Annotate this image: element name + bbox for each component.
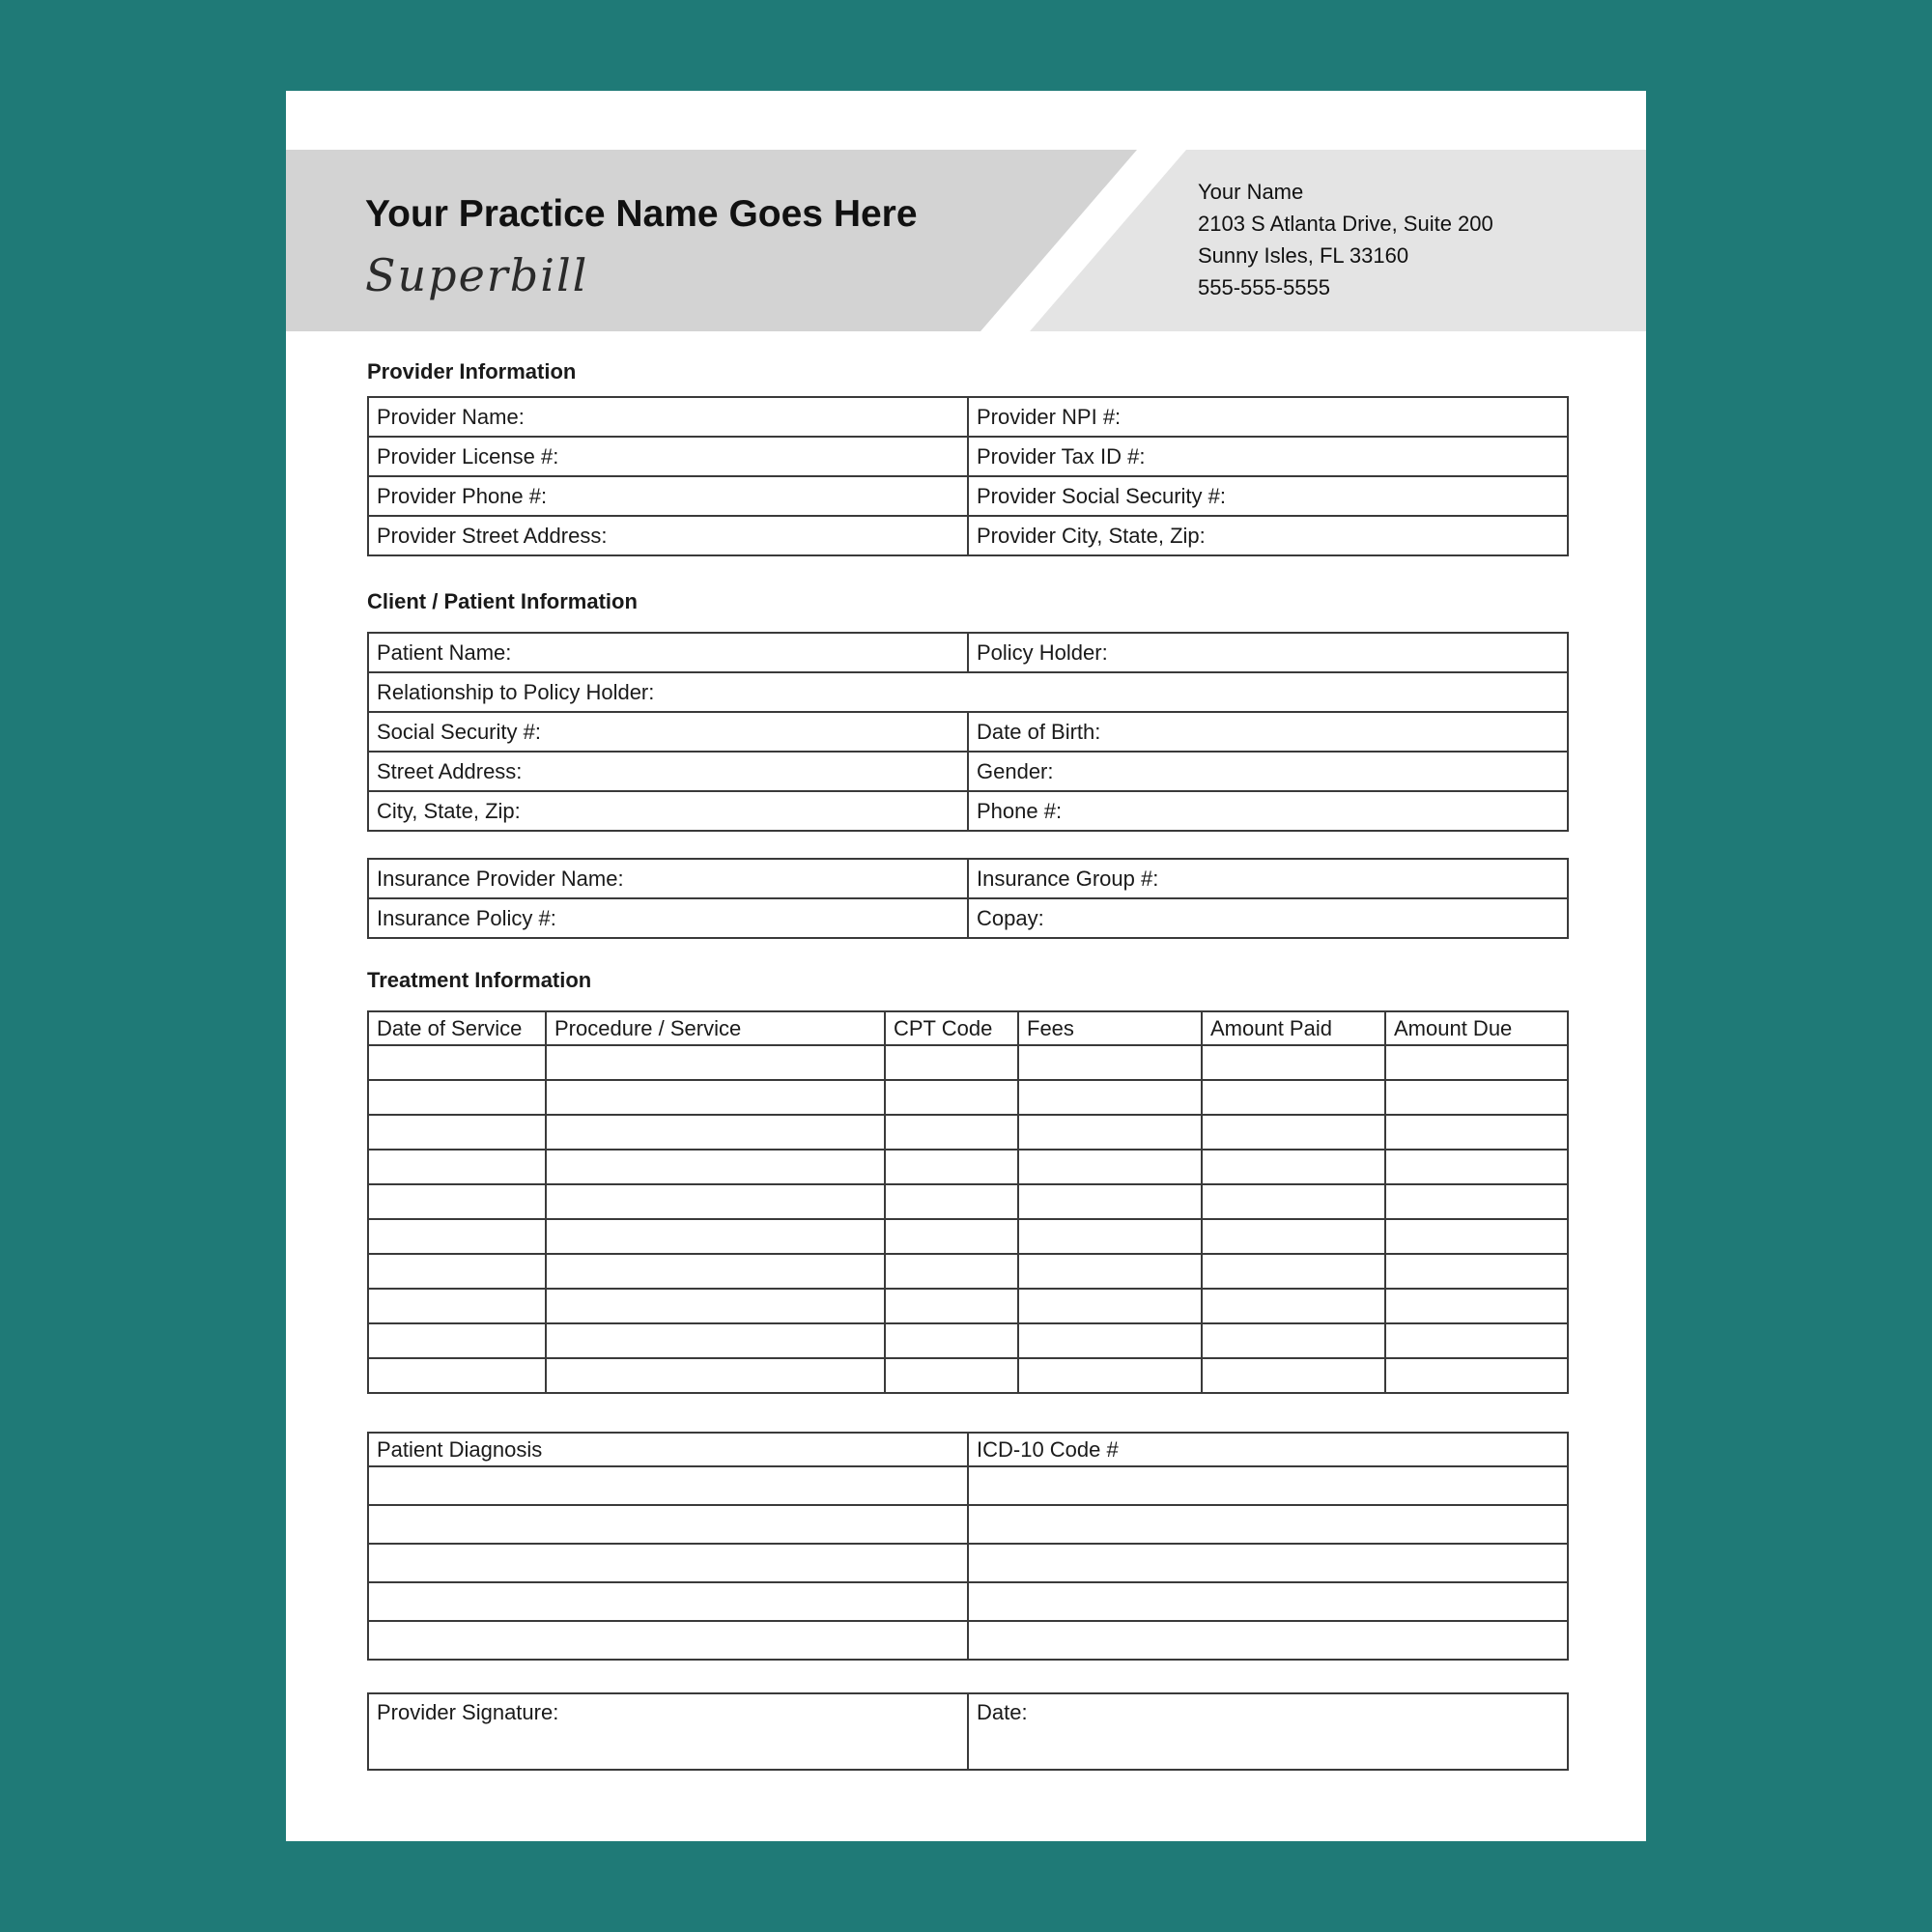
blank-entry-cell[interactable] — [546, 1254, 885, 1289]
blank-entry-cell[interactable] — [1385, 1080, 1568, 1115]
blank-entry-cell[interactable] — [885, 1289, 1018, 1323]
contact-phone: 555-555-5555 — [1198, 275, 1331, 299]
patient-section-title: Client / Patient Information — [367, 589, 638, 613]
blank-entry-cell[interactable] — [1385, 1184, 1568, 1219]
blank-entry-cell[interactable] — [1018, 1184, 1202, 1219]
patient-city-field[interactable]: City, State, Zip: — [368, 791, 968, 831]
insurance-policy-field[interactable]: Insurance Policy #: — [368, 898, 968, 938]
gender-field[interactable]: Gender: — [968, 752, 1568, 791]
blank-entry-cell[interactable] — [1385, 1219, 1568, 1254]
blank-entry-cell[interactable] — [1018, 1219, 1202, 1254]
blank-entry-cell[interactable] — [1385, 1150, 1568, 1184]
blank-entry-cell[interactable] — [1385, 1254, 1568, 1289]
blank-entry-cell[interactable] — [1202, 1254, 1385, 1289]
blank-entry-cell[interactable] — [885, 1045, 1018, 1080]
copay-field[interactable]: Copay: — [968, 898, 1568, 938]
relationship-field[interactable]: Relationship to Policy Holder: — [368, 672, 1568, 712]
blank-entry-cell[interactable] — [368, 1254, 546, 1289]
blank-entry-cell[interactable] — [368, 1621, 968, 1660]
blank-entry-cell[interactable] — [1385, 1045, 1568, 1080]
blank-entry-cell[interactable] — [1202, 1358, 1385, 1393]
insurance-provider-field[interactable]: Insurance Provider Name: — [368, 859, 968, 898]
provider-signature-field[interactable]: Provider Signature: — [368, 1693, 968, 1770]
blank-entry-cell[interactable] — [368, 1544, 968, 1582]
table-row — [368, 1045, 1568, 1080]
col-procedure-service: Procedure / Service — [546, 1011, 885, 1045]
contact-block — [1198, 176, 1493, 303]
table-row — [368, 1323, 1568, 1358]
provider-section-title: Provider Information — [367, 359, 577, 384]
blank-entry-cell[interactable] — [1018, 1045, 1202, 1080]
blank-entry-cell[interactable] — [368, 1080, 546, 1115]
table-row — [368, 1544, 1568, 1582]
blank-entry-cell[interactable] — [968, 1582, 1568, 1621]
blank-entry-cell[interactable] — [1202, 1115, 1385, 1150]
blank-entry-cell[interactable] — [885, 1219, 1018, 1254]
policy-holder-field[interactable]: Policy Holder: — [968, 633, 1568, 672]
col-icd10-code: ICD-10 Code # — [968, 1433, 1568, 1466]
table-row — [368, 752, 1568, 791]
table-row — [368, 1219, 1568, 1254]
blank-entry-cell[interactable] — [1018, 1254, 1202, 1289]
provider-name-field[interactable]: Provider Name: — [368, 397, 968, 437]
col-amount-due: Amount Due — [1385, 1011, 1568, 1045]
blank-entry-cell[interactable] — [368, 1505, 968, 1544]
blank-entry-cell[interactable] — [1202, 1289, 1385, 1323]
blank-entry-cell[interactable] — [546, 1080, 885, 1115]
table-row — [368, 1115, 1568, 1150]
table-row — [368, 1621, 1568, 1660]
blank-entry-cell[interactable] — [1018, 1115, 1202, 1150]
contact-address-line1: 2103 S Atlanta Drive, Suite 200 — [1198, 212, 1493, 236]
table-row — [368, 672, 1568, 712]
table-row — [368, 712, 1568, 752]
blank-entry-cell[interactable] — [546, 1184, 885, 1219]
table-row — [368, 1289, 1568, 1323]
blank-entry-cell[interactable] — [546, 1323, 885, 1358]
table-row — [368, 1582, 1568, 1621]
blank-entry-cell[interactable] — [368, 1115, 546, 1150]
blank-entry-cell[interactable] — [368, 1582, 968, 1621]
blank-entry-cell[interactable] — [1202, 1219, 1385, 1254]
treatment-table — [367, 1010, 1569, 1394]
insurance-info-table — [367, 858, 1569, 939]
diagnosis-rows — [368, 1466, 1568, 1660]
blank-entry-cell[interactable] — [968, 1621, 1568, 1660]
blank-entry-cell[interactable] — [1202, 1184, 1385, 1219]
blank-entry-cell[interactable] — [885, 1150, 1018, 1184]
col-patient-diagnosis: Patient Diagnosis — [368, 1433, 968, 1466]
contact-name: Your Name — [1198, 180, 1304, 204]
blank-entry-cell[interactable] — [1385, 1115, 1568, 1150]
blank-entry-cell[interactable] — [885, 1184, 1018, 1219]
provider-tax-id-field[interactable]: Provider Tax ID #: — [968, 437, 1568, 476]
table-row — [368, 1150, 1568, 1184]
blank-entry-cell[interactable] — [885, 1358, 1018, 1393]
blank-entry-cell[interactable] — [1202, 1150, 1385, 1184]
table-row — [368, 791, 1568, 831]
table-row — [368, 1254, 1568, 1289]
treatment-section-title: Treatment Information — [367, 968, 592, 992]
col-amount-paid: Amount Paid — [1202, 1011, 1385, 1045]
blank-entry-cell[interactable] — [546, 1358, 885, 1393]
col-cpt-code: CPT Code — [885, 1011, 1018, 1045]
practice-name: Your Practice Name Goes Here — [365, 193, 918, 235]
blank-entry-cell[interactable] — [885, 1080, 1018, 1115]
patient-ssn-field[interactable]: Social Security #: — [368, 712, 968, 752]
date-of-birth-field[interactable]: Date of Birth: — [968, 712, 1568, 752]
table-row — [368, 397, 1568, 437]
table-row — [368, 1358, 1568, 1393]
contact-address-line2: Sunny Isles, FL 33160 — [1198, 243, 1409, 268]
blank-entry-cell[interactable] — [885, 1115, 1018, 1150]
provider-license-field[interactable]: Provider License #: — [368, 437, 968, 476]
col-date-of-service: Date of Service — [368, 1011, 546, 1045]
blank-entry-cell[interactable] — [1018, 1080, 1202, 1115]
blank-entry-cell[interactable] — [1018, 1323, 1202, 1358]
patient-phone-field[interactable]: Phone #: — [968, 791, 1568, 831]
blank-entry-cell[interactable] — [368, 1358, 546, 1393]
blank-entry-cell[interactable] — [1018, 1358, 1202, 1393]
table-row — [368, 1080, 1568, 1115]
blank-entry-cell[interactable] — [1202, 1045, 1385, 1080]
insurance-group-field[interactable]: Insurance Group #: — [968, 859, 1568, 898]
patient-street-field[interactable]: Street Address: — [368, 752, 968, 791]
patient-name-field[interactable]: Patient Name: — [368, 633, 968, 672]
banner-left-shape — [286, 150, 1137, 331]
table-header-row — [368, 1433, 1568, 1466]
blank-entry-cell[interactable] — [885, 1254, 1018, 1289]
blank-entry-cell[interactable] — [1018, 1150, 1202, 1184]
table-row — [368, 898, 1568, 938]
diagnosis-table — [367, 1432, 1569, 1661]
blank-entry-cell[interactable] — [546, 1219, 885, 1254]
blank-entry-cell[interactable] — [368, 1466, 968, 1505]
blank-entry-cell[interactable] — [1018, 1289, 1202, 1323]
col-fees: Fees — [1018, 1011, 1202, 1045]
document-type-title: Superbill — [365, 249, 589, 301]
signature-date-field[interactable]: Date: — [968, 1693, 1568, 1770]
table-row — [368, 437, 1568, 476]
blank-entry-cell[interactable] — [968, 1544, 1568, 1582]
blank-entry-cell[interactable] — [1202, 1080, 1385, 1115]
blank-entry-cell[interactable] — [546, 1289, 885, 1323]
table-row — [368, 476, 1568, 516]
blank-entry-cell[interactable] — [885, 1323, 1018, 1358]
provider-info-table — [367, 396, 1569, 556]
superbill-page — [286, 91, 1646, 1841]
provider-phone-field[interactable]: Provider Phone #: — [368, 476, 968, 516]
blank-entry-cell[interactable] — [368, 1323, 546, 1358]
table-row — [368, 1693, 1568, 1770]
table-row — [368, 1466, 1568, 1505]
table-row — [368, 1184, 1568, 1219]
blank-entry-cell[interactable] — [368, 1045, 546, 1080]
table-row — [368, 1505, 1568, 1544]
patient-info-table — [367, 632, 1569, 832]
blank-entry-cell[interactable] — [1202, 1323, 1385, 1358]
provider-street-field[interactable]: Provider Street Address: — [368, 516, 968, 555]
blank-entry-cell[interactable] — [968, 1466, 1568, 1505]
treatment-rows — [368, 1045, 1568, 1393]
table-row — [368, 859, 1568, 898]
blank-entry-cell[interactable] — [1385, 1323, 1568, 1358]
blank-entry-cell[interactable] — [1385, 1289, 1568, 1323]
blank-entry-cell[interactable] — [368, 1219, 546, 1254]
provider-ssn-field[interactable]: Provider Social Security #: — [968, 476, 1568, 516]
blank-entry-cell[interactable] — [546, 1150, 885, 1184]
table-row — [368, 516, 1568, 555]
blank-entry-cell[interactable] — [968, 1505, 1568, 1544]
table-row — [368, 633, 1568, 672]
provider-npi-field[interactable]: Provider NPI #: — [968, 397, 1568, 437]
blank-entry-cell[interactable] — [368, 1184, 546, 1219]
blank-entry-cell[interactable] — [546, 1045, 885, 1080]
blank-entry-cell[interactable] — [368, 1150, 546, 1184]
signature-table — [367, 1692, 1569, 1771]
blank-entry-cell[interactable] — [1385, 1358, 1568, 1393]
blank-entry-cell[interactable] — [546, 1115, 885, 1150]
provider-city-field[interactable]: Provider City, State, Zip: — [968, 516, 1568, 555]
blank-entry-cell[interactable] — [368, 1289, 546, 1323]
table-header-row — [368, 1011, 1568, 1045]
